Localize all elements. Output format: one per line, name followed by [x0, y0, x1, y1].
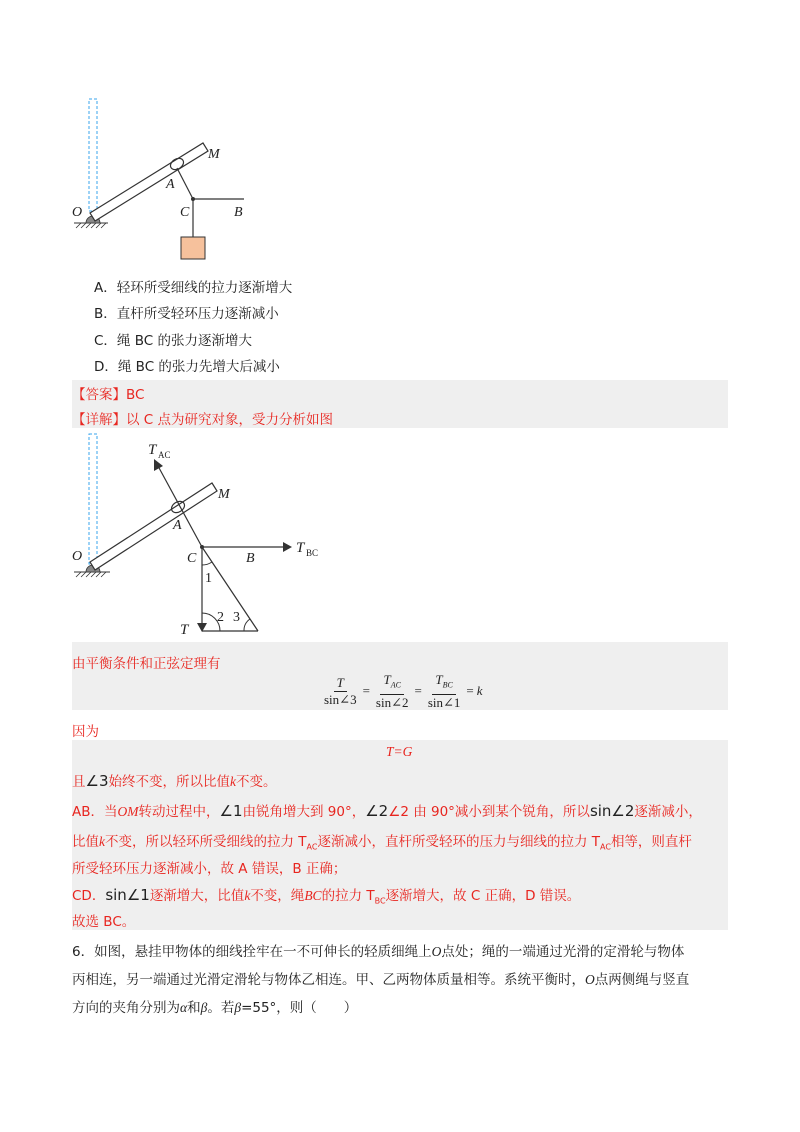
label-t: T [180, 622, 189, 638]
label-tac-t: T [148, 442, 157, 458]
label-o: O [72, 205, 83, 220]
rope-ac [177, 168, 193, 199]
fraction-2: $\frac{T_{AC}}{\sin\angle 2}$ [375, 672, 409, 710]
fraction-1: $\frac{T}{\sin\angle 3}$ [324, 674, 357, 707]
option-b: B．直杆所受轻环压力逐渐减小 [94, 306, 279, 322]
question-6-line-3: 方向的夹角分别为α和β。若β=55°，则（ ） [72, 1000, 358, 1016]
label-b: B [234, 205, 243, 220]
hanging-block [181, 237, 205, 259]
solution-cd-line: CD．sin∠1逐渐增大，比值k不变，绳BC的拉力 $T_{BC}$逐渐增大，故 C 正确，D 错误。 [72, 886, 581, 906]
solution-line-qie: 且∠3始终不变，所以比值k不变。 [72, 772, 277, 790]
label-angle-2: 2 [217, 610, 224, 625]
label-tac-sub: AC [158, 450, 171, 460]
solution-conclusion: 故选 BC。 [72, 914, 136, 930]
detail-label: 【详解】 [72, 412, 126, 428]
label-o-2: O [72, 549, 83, 564]
answer-label: 【答案】 [72, 387, 126, 403]
solution-line-1: 由平衡条件和正弦定理有 [72, 656, 221, 672]
solution-because: 因为 [72, 724, 99, 740]
answer-line [72, 383, 144, 403]
label-angle-3: 3 [233, 610, 240, 625]
sine-law-formula: $\frac{T}{\sin\angle 3}$ = $\frac{T_{AC}}{\sin\angle 2}$ = $\frac{T_{BC}}{\sin\angle 1}$ = k [318, 672, 483, 711]
figure-1-diagram [60, 92, 280, 262]
answer-value: BC [126, 387, 145, 403]
question-6-line-2: 丙相连，另一端通过光滑定滑轮与物体乙相连。甲、乙两物体质量相等。系统平衡时，O点两侧绳与竖直 [72, 972, 690, 988]
detail-line [72, 408, 333, 428]
label-b-2: B [246, 551, 255, 566]
solution-ab-line-2: 比值k不变，所以轻环所受细线的拉力 $T_{AC}$逐渐减小，直杆所受轻环的压力与细线的拉力 $T_{AC}$相等，则直杆 [72, 834, 692, 852]
label-c: C [180, 205, 190, 220]
detail-text: 以 C 点为研究对象，受力分析如图 [126, 412, 334, 428]
option-d: D．绳 BC 的张力先增大后减小 [94, 359, 280, 375]
question-6-line-1: 6．如图，悬挂甲物体的细线拴牢在一不可伸长的轻质细绳上O点处；绳的一端通过光滑的定滑轮与物体 [72, 944, 685, 960]
figure-2-force-diagram [72, 432, 322, 638]
ground-hatch [76, 223, 106, 228]
solution-ab-line-1: AB．当OM转动过程中，∠1由锐角增大到 90°，∠2∠2 由 90°减小到某个锐角，所以sin∠2逐渐减小， [72, 802, 702, 820]
label-m-2: M [218, 487, 230, 502]
label-tbc-t: T [296, 540, 305, 556]
label-a-2: A [173, 518, 182, 533]
label-tbc-sub: BC [306, 548, 319, 558]
option-c: C．绳 BC 的张力逐渐增大 [94, 333, 252, 349]
label-angle-1: 1 [205, 571, 212, 586]
solution-ab-line-3: 所受轻环压力逐渐减小，故 A 错误，B 正确； [72, 861, 347, 877]
label-c-2: C [187, 551, 197, 566]
formula-t-equals-g: T=G [386, 744, 413, 759]
dashed-vertical-reference [89, 99, 97, 211]
fraction-3: $\frac{T_{BC}}{\sin\angle 1}$ [427, 672, 461, 710]
label-m: M [208, 147, 220, 162]
option-a: A．轻环所受细线的拉力逐渐增大 [94, 280, 293, 296]
label-a: A [166, 177, 175, 192]
rod-om [90, 143, 208, 221]
